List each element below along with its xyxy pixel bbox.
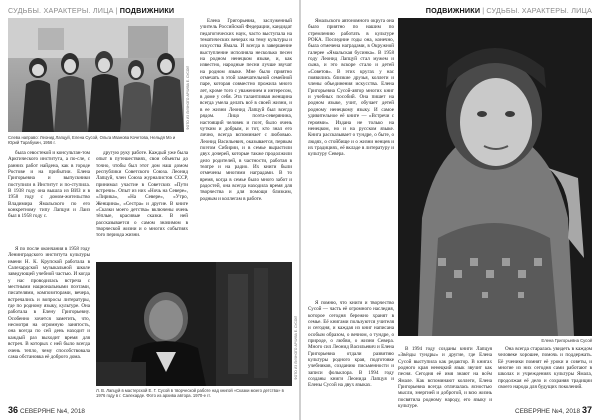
right-col2-text: Я помню, что книги и творчество Сусой — часть её огромного наследия, которое сегодня бережно хранят в семье. Её книгами пользуются учителя и сегодня, и каждая из книг написана особым образом, о вечном, о тундре, о природе, о любви, о жизни Севера. Много сил Леонид Васильевич и Елена Григорьевна отдали развитию культуры родного края, подготовке учебников, созданию письменности и записи фольклора. В 1994 году созданы книги Леонида Лапцуя и Елены Сусой на двух языках. bbox=[308, 300, 394, 389]
page-number-right: 37 bbox=[581, 405, 592, 415]
header-separator: | bbox=[482, 6, 485, 15]
group-photo-caption: Слева направо: Леонид Лапцуй, Елена Сусой, Ольга Иванова Кочетова, Нельдя Мэ и Юрий Тарабукин, 1956 г. bbox=[8, 135, 176, 146]
portrait-photo-susoy bbox=[398, 18, 592, 336]
right-col4-text: Она всегда старалась увидеть в каждом человеке хорошее, помочь и поддержать. Её ученики помнят её уроки и советы, и многие из них сегодня сами работают в школах и учреждениях культуры Ямала, продолжая её дело и сохраняя традиции своего народа для будущих поколений. bbox=[498, 346, 592, 391]
header-section: СУДЬБЫ. ХАРАКТЕРЫ. ЛИЦА bbox=[486, 6, 592, 15]
magazine-name-right: СЕВЕРЯНЕ №4, 2018 bbox=[515, 408, 581, 415]
magazine-name-left: СЕВЕРЯНЕ №4, 2018 bbox=[19, 408, 85, 415]
right-footer bbox=[515, 405, 592, 415]
left-running-header bbox=[8, 6, 174, 15]
portrait-photo-caption: Л. В. Лапцуй в мастерской Е. Г. Сусой в творческой работе над книгой «Сказки моего детства» в 1976 году в г. Салехарде. Фото из архива автора. 1970-е гг. bbox=[96, 388, 284, 399]
right-col3-text: В 1994 году созданы книги Лапцуя «Звёзды тундры» и другие, где Елена Сусой выступила как редактор. В книгах родного края ненецкий язык звучит как песня. Сегодня её имя знают на всём Ямале. Как вспоминают коллеги, Елена Григорьевна всегда отличалась ясностью мысли, энергией и добротой, и всю жизнь посвятила родному народу, его языку и культуре. bbox=[398, 346, 492, 410]
left-col1-bottom-text: Я по после окончания в 1958 году Ленинградского института культуры имени Н. К. Крупской работала в Салехардской музыкальной школе заведующей учебной частью. И когда у нас проводилась встреча с местными национальными поэтами, писателями, композиторами, вечера, встречались и вопросы литературы, где по родному языку, культуре. Она работала в Елену Григорьевну. Особенно хочется заметить, что, несмотря на огромную занятость, она всегда по сей день находит и каждый раз выходит время для встреч. В которых с ней было всегда очень тепло, чему способствовала сама обстановка её доброго дома. bbox=[8, 246, 90, 360]
left-footer bbox=[8, 405, 85, 415]
right-running-header bbox=[426, 6, 592, 15]
header-section: СУДЬБЫ. ХАРАКТЕРЫ. ЛИЦА bbox=[8, 6, 114, 15]
left-col2-text: Елена Григорьевна, заслуженный учитель Российской Федерации, кандидат педагогических наук, часто выступала на тематических вечерах на тему культуры и искусства Ямала. И всегда в завершение выступление исполняла несколько песен на родном ненецком языке, и, как известно, народные песни лучше звучат на родном языке. Мне было приятно отмечать в этой замечательной семейной паре, которая совместно прожила много лет, кроме того с уважением и интересом, в доме у себя. Эта талантливая женщина всегда умела делать всё в своей жизни, и в ее жизни Леонид Лапцуй был всегда рядом. Лицо поэта-северянина, настоящий человек и поэт, было очень чутким и добрым, и тот, кто знал его лично, всегда вспоминает с любовью. Леонид Васильевич, оказывается, первым поэтом Сибирии, и в семье вырастили двух дочерей, которые также продолжили дело родителей, в частности, работая в театре и на радио. Их книги были отмечены многими наградами. В то время, когда в семье было много забот и радостей, она всегда находила время для творчества и для помощи близким, родным и коллегам в работе. bbox=[200, 18, 292, 202]
page-number-left: 36 bbox=[8, 405, 19, 415]
right-col1-text: Ямальского автономного округа она было приятно по нашим по стремлению работать в культуре РОКА. Последние годы она, конечно, была отмечена наградами, в Окружной галерее «Ямальская бусинка». В 1958 году Леонид Лапцуй стал мужем и сына, и это вскоре стало и детей «Советов». В этих кругах у нас появились близкие друзья, коллеги и члены объединения искусства. Елена Григорьевна Сусой-автор многих книг и учебных пособий. Она пишет на родном языке, учит, обучает детей родному ненецкому языку. И самое удивительное её книге — «Встречи с героями». Издана не только на ненецком, но и на русском языке. Книга рассказывает о тундре, о быте, о людях, о стойбище и о жизни ненцев и их традициях, её вкладе в литературу и культуру Севера. bbox=[308, 18, 394, 158]
header-rubric: ПОДВИЖНИКИ bbox=[425, 6, 481, 15]
portrait-photo-laptsuy bbox=[96, 262, 292, 386]
group-photo-credit: ФОТО ИЗ ЛИЧНОГО АРХИВА Е. СУСОЙ bbox=[186, 66, 190, 130]
right-page bbox=[300, 0, 600, 420]
header-rubric: ПОДВИЖНИКИ bbox=[119, 6, 175, 15]
left-col1-top-text: была севостекой и консультан-том Арктического института, а по-сле, с ранних работ найдена, как в городе Ростове и на прибытии. Елена Григорьевна и выпускники поступили в Институт и по-ступила. В 1938 году она вышла из ВИЗ и в 1958 году с домом-жительство Владимира Ямальского по его конкретному типу Лапцуя и Лаиз был в 1958 году с. bbox=[8, 150, 90, 220]
header-separator: | bbox=[115, 6, 118, 15]
portrait-photo-credit: ФОТО ИЗ ЛИЧНОГО АРХИВА Е. СУСОЙ bbox=[294, 316, 298, 380]
group-photo bbox=[8, 18, 184, 132]
susoy-photo-caption: Елена Григорьевна Сусой bbox=[541, 338, 592, 343]
left-col3-text: другую руку работе. Каждый уже была опыт в путешествиях, свои объекты до точно, чтобы был этот дом наш домом республики Советского Союза. Леонид Лапцуй, член Союза журналистов СССР, принимал участие в Советских «Пути встречи». Опыт из них «Ночь на Севере», «Лирика», «На Севере», «Утро, Женщина», «Сестра» и другие. В книге «Сказки моего детства» включены очень тёплые, красивые сказки. В ней рассказывается о самом значимом в творческой жизни и о многих событиях того периода жизни. bbox=[96, 150, 188, 239]
